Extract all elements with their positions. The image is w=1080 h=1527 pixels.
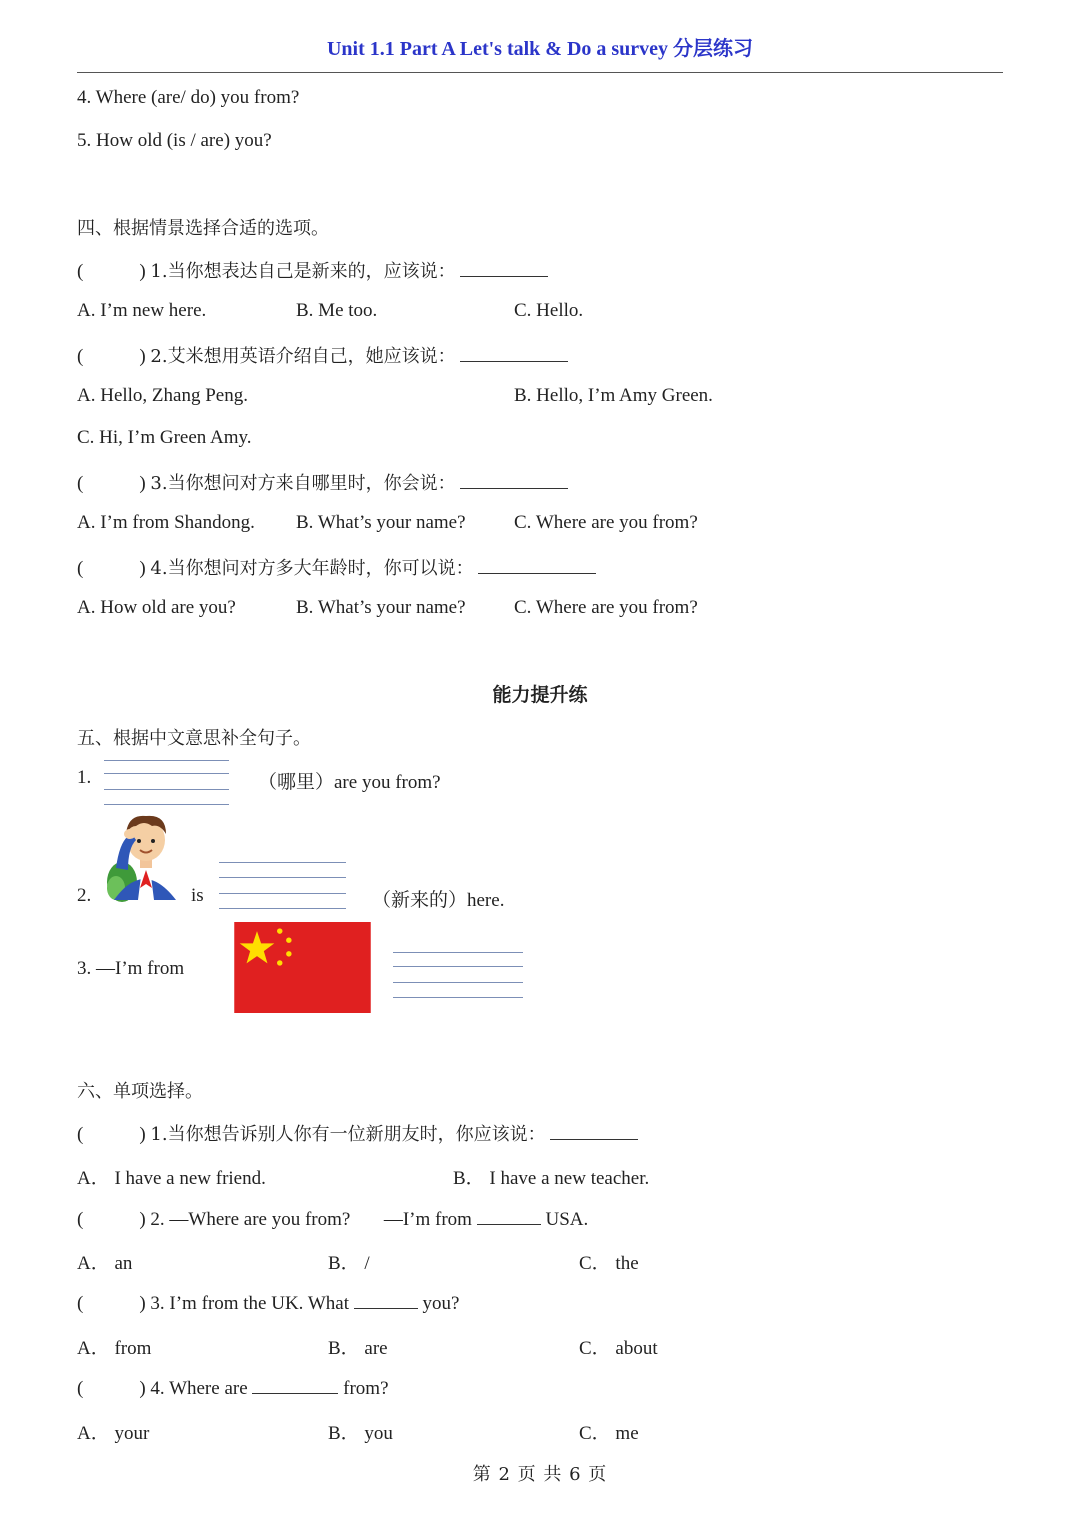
option-b: B． / bbox=[328, 1253, 370, 1274]
option-a: A. I’m new here. bbox=[77, 300, 207, 321]
option-c: C． about bbox=[579, 1338, 658, 1359]
question-text: 1.当你想表达自己是新来的，应该说： bbox=[150, 261, 456, 282]
part5-q2-hint: （新来的）here. bbox=[372, 890, 505, 911]
part5-q2-number: 2. bbox=[77, 885, 92, 906]
part6-q4 bbox=[77, 1375, 389, 1400]
option-c: C. Where are you from? bbox=[514, 597, 698, 618]
part3-q5: 5. How old (is / are) you? bbox=[77, 130, 272, 151]
part4-q3 bbox=[77, 469, 568, 495]
part5-q1-hint: （哪里）are you from? bbox=[258, 772, 441, 793]
document-title: Unit 1.1 Part A Let's talk & Do a survey 分层练习 bbox=[326, 38, 754, 60]
part5-heading: 五、根据中文意思补全句子。 bbox=[77, 728, 311, 749]
option-b: B． are bbox=[328, 1338, 388, 1359]
option-b: B． you bbox=[328, 1423, 393, 1444]
option-b: B. Hello, I’m Amy Green. bbox=[514, 385, 713, 406]
part4-q1 bbox=[77, 257, 548, 283]
china-flag-image bbox=[234, 922, 371, 1013]
part5-q2-word: is bbox=[191, 885, 204, 906]
question-text-end: from? bbox=[343, 1378, 389, 1399]
option-c: C． the bbox=[579, 1253, 639, 1274]
part6-heading: 六、单项选择。 bbox=[77, 1081, 203, 1102]
question-text-end: you? bbox=[422, 1293, 460, 1314]
part5-q3-prompt: 3. —I’m from bbox=[77, 958, 185, 979]
answer-paren-close: ) bbox=[139, 346, 146, 367]
answer-blank[interactable] bbox=[460, 258, 548, 277]
question-text: 2. —Where are you from? bbox=[150, 1209, 351, 1230]
answer-paren-close: ) bbox=[139, 1378, 146, 1399]
option-b: B. Me too. bbox=[296, 300, 378, 321]
option-b: B. What’s your name? bbox=[296, 597, 466, 618]
question-text: 1.当你想告诉别人你有一位新朋友时，你应该说： bbox=[150, 1124, 546, 1145]
header-divider bbox=[77, 72, 1003, 73]
answer-paren-close: ) bbox=[139, 1124, 146, 1145]
answer-blank[interactable] bbox=[252, 1375, 338, 1394]
answer-blank[interactable] bbox=[354, 1290, 418, 1309]
option-b: B. What’s your name? bbox=[296, 512, 466, 533]
part3-q4: 4. Where (are/ do) you from? bbox=[77, 87, 300, 108]
part5-q1-number: 1. bbox=[77, 767, 92, 788]
answer-blank[interactable] bbox=[477, 1206, 541, 1225]
option-a: A. I’m from Shandong. bbox=[77, 512, 255, 533]
boy-saluting-illustration bbox=[106, 808, 182, 904]
option-a: A. How old are you? bbox=[77, 597, 236, 618]
question-text-reply: —I’m from bbox=[383, 1209, 472, 1230]
part4-heading: 四、根据情景选择合适的选项。 bbox=[77, 218, 329, 239]
answer-blank[interactable] bbox=[550, 1121, 638, 1140]
option-a: A． from bbox=[77, 1338, 152, 1359]
answer-paren-open: ( bbox=[77, 473, 84, 494]
answer-paren-open: ( bbox=[77, 1378, 84, 1399]
option-c: C. Hi, I’m Green Amy. bbox=[77, 427, 252, 448]
option-a: A． I have a new friend. bbox=[77, 1168, 266, 1189]
answer-paren-open: ( bbox=[77, 558, 84, 579]
answer-paren-close: ) bbox=[139, 1209, 146, 1230]
option-a: A． your bbox=[77, 1423, 150, 1444]
answer-paren-open: ( bbox=[77, 1293, 84, 1314]
answer-paren-open: ( bbox=[77, 1124, 84, 1145]
page-number-footer: 第 2 页 共 6 页 bbox=[472, 1464, 608, 1485]
answer-paren-close: ) bbox=[139, 473, 146, 494]
answer-paren-open: ( bbox=[77, 261, 84, 282]
question-text-end: USA. bbox=[545, 1209, 589, 1230]
section-title: 能力提升练 bbox=[492, 684, 588, 706]
answer-paren-open: ( bbox=[77, 346, 84, 367]
option-a: A． an bbox=[77, 1253, 133, 1274]
part6-q1 bbox=[77, 1120, 638, 1146]
option-c: C. Where are you from? bbox=[514, 512, 698, 533]
part4-q4 bbox=[77, 554, 596, 580]
answer-blank[interactable] bbox=[478, 555, 596, 574]
answer-paren-close: ) bbox=[139, 261, 146, 282]
part6-q3 bbox=[77, 1290, 459, 1315]
part6-q2 bbox=[77, 1206, 588, 1231]
answer-paren-open: ( bbox=[77, 1209, 84, 1230]
answer-blank[interactable] bbox=[460, 470, 568, 489]
question-text: 4.当你想问对方多大年龄时，你可以说： bbox=[150, 558, 474, 579]
four-line-writing-blank[interactable] bbox=[104, 760, 229, 806]
answer-blank[interactable] bbox=[460, 343, 568, 362]
part4-q2 bbox=[77, 342, 568, 368]
four-line-writing-blank[interactable] bbox=[219, 862, 346, 909]
question-text: 2.艾米想用英语介绍自己，她应该说： bbox=[150, 346, 456, 367]
question-text: 3.当你想问对方来自哪里时，你会说： bbox=[150, 473, 456, 494]
question-text: 4. Where are bbox=[150, 1378, 248, 1399]
option-c: C． me bbox=[579, 1423, 639, 1444]
answer-paren-close: ) bbox=[139, 558, 146, 579]
option-c: C. Hello. bbox=[514, 300, 584, 321]
answer-paren-close: ) bbox=[139, 1293, 146, 1314]
option-b: B． I have a new teacher. bbox=[453, 1168, 650, 1189]
option-a: A. Hello, Zhang Peng. bbox=[77, 385, 248, 406]
question-text: 3. I’m from the UK. What bbox=[150, 1293, 349, 1314]
four-line-writing-blank[interactable] bbox=[393, 952, 523, 998]
